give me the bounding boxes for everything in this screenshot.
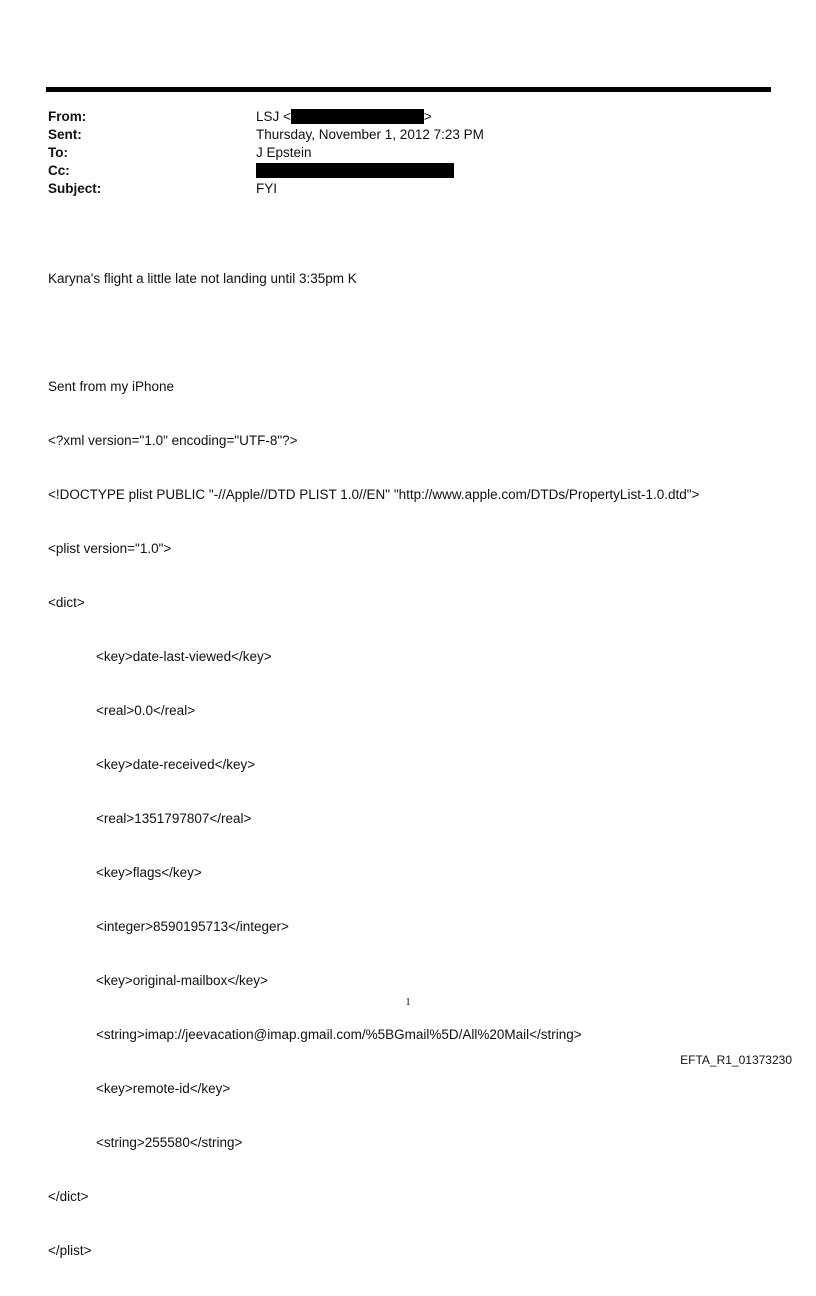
- sent-value: Thursday, November 1, 2012 7:23 PM: [256, 127, 484, 142]
- spacer: [48, 324, 768, 342]
- plist-line: <string>imap://jeevacation@imap.gmail.com/%5BGmail%5D/All%20Mail</string>: [96, 1027, 582, 1042]
- email-body: [48, 234, 768, 1296]
- plist-line: <?xml version="1.0" encoding="UTF-8"?>: [48, 433, 298, 448]
- subject-label: Subject:: [48, 181, 102, 196]
- plist-line: <key>date-received</key>: [96, 757, 256, 772]
- from-label: From:: [48, 109, 87, 124]
- from-value: [256, 108, 432, 126]
- subject-row: [48, 180, 748, 198]
- plist-line: <real>1351797807</real>: [96, 811, 252, 826]
- to-value: J Epstein: [256, 145, 312, 160]
- header-rule: [46, 87, 771, 92]
- to-row: [48, 144, 748, 162]
- plist-line: <string>255580</string>: [96, 1135, 243, 1150]
- redaction-box: [256, 163, 454, 178]
- email-header: [48, 108, 748, 198]
- from-row: [48, 108, 748, 126]
- message-text: Karyna's flight a little late not landing until 3:35pm K: [48, 271, 357, 286]
- plist-line: <key>original-mailbox</key>: [96, 973, 268, 988]
- document-id: EFTA_R1_01373230: [680, 1053, 792, 1067]
- sent-row: [48, 126, 748, 144]
- plist-line: <integer>8590195713</integer>: [96, 919, 289, 934]
- plist-line: <key>remote-id</key>: [96, 1081, 231, 1096]
- cc-row: [48, 162, 748, 180]
- redaction-box: [291, 109, 424, 124]
- from-trailing: >: [423, 109, 432, 124]
- page-number: 1: [405, 996, 411, 1008]
- from-name: LSJ <: [256, 109, 291, 124]
- to-label: To:: [48, 145, 68, 160]
- plist-line: </plist>: [48, 1243, 92, 1258]
- plist-line: <!DOCTYPE plist PUBLIC "-//Apple//DTD PLIST 1.0//EN" "http://www.apple.com/DTDs/PropertyList-1.0.dtd">: [48, 487, 700, 502]
- sent-label: Sent:: [48, 127, 82, 142]
- cc-value: [256, 162, 454, 180]
- plist-line: <plist version="1.0">: [48, 541, 172, 556]
- plist-line: <key>date-last-viewed</key>: [96, 649, 272, 664]
- plist-line: </dict>: [48, 1189, 89, 1204]
- signature-text: Sent from my iPhone: [48, 379, 175, 394]
- plist-line: <key>flags</key>: [96, 865, 202, 880]
- plist-line: <real>0.0</real>: [96, 703, 196, 718]
- plist-line: <dict>: [48, 595, 85, 610]
- subject-value: FYI: [256, 181, 278, 196]
- cc-label: Cc:: [48, 163, 70, 178]
